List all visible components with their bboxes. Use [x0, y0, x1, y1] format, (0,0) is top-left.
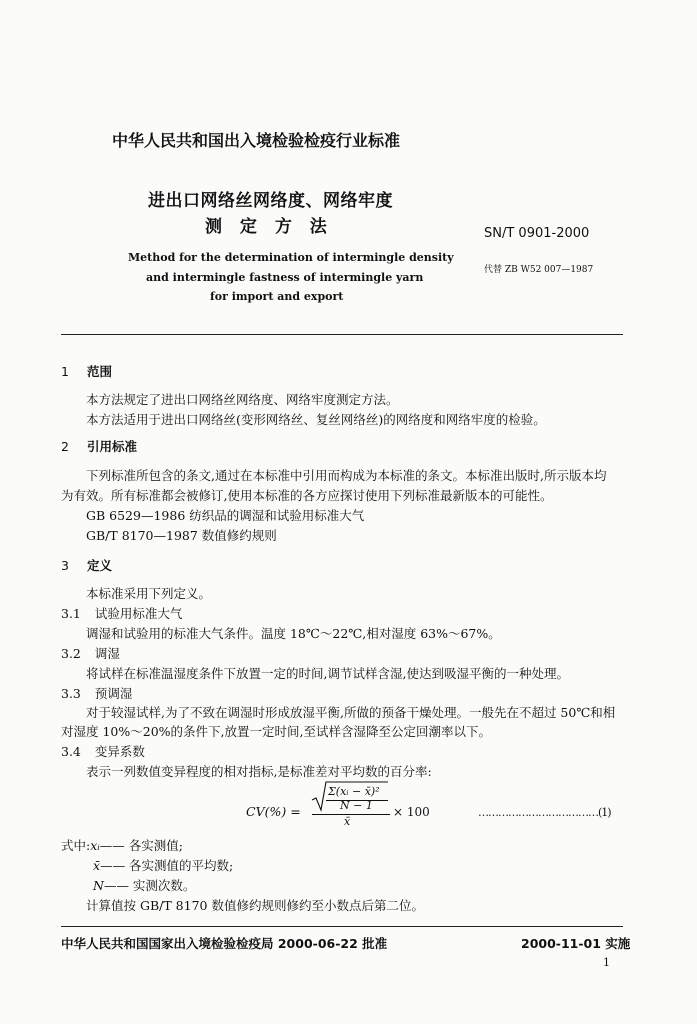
- definition-3-2-heading: [61, 644, 120, 662]
- rounding-note: 计算值按 GB/T 8170 数值修约规则修约至小数点后第二位。: [86, 898, 424, 913]
- english-title-1: Method for the determination of intermingle density: [128, 251, 454, 264]
- section-3-heading: [61, 556, 112, 574]
- title-line-1: 进出口网络丝网络度、网络牢度: [148, 191, 393, 211]
- formula-denominator-inner: N − 1: [340, 799, 373, 812]
- where-var-3: [93, 876, 195, 894]
- english-title-3: for import and export: [210, 290, 344, 303]
- definition-3-3-title: 预调湿: [94, 686, 133, 701]
- var-xi-symbol: xᵢ: [90, 838, 100, 853]
- section-1-number: 1: [61, 364, 69, 379]
- section-2-title: 引用标准: [86, 439, 137, 454]
- section-3-title: 定义: [86, 558, 112, 573]
- section-2-para-line-2: 为有效。所有标准都会被修订,使用本标准的各方应探讨使用下列标准最新版本的可能性。: [61, 488, 553, 503]
- definition-3-1-text: 调湿和试验用的标准大气条件。温度 18℃～22℃,相对湿度 63%～67%。: [86, 626, 501, 641]
- definition-3-3-number: 3.3: [61, 686, 81, 701]
- section-2-heading: [61, 437, 137, 455]
- definition-3-2-title: 调湿: [94, 646, 120, 661]
- where-var-2: [93, 856, 233, 874]
- definition-3-4-title: 变异系数: [94, 744, 145, 759]
- definition-3-2-number: 3.2: [61, 646, 81, 661]
- definition-3-4-number: 3.4: [61, 744, 81, 759]
- reference-1: GB 6529—1986 纺织品的调湿和试验用标准大气: [86, 508, 365, 523]
- section-1-para-1: 本方法规定了进出口网络丝网络度、网络牢度测定方法。: [86, 392, 399, 407]
- page-number: 1: [603, 956, 610, 969]
- title-line-2: 测 定 方 法: [205, 217, 333, 237]
- equation-number: ………………………………(1): [478, 806, 611, 819]
- definition-3-2-text: 将试样在标准温湿度条件下放置一定的时间,调节试样含湿,使达到吸湿平衡的一种处理。: [86, 666, 569, 681]
- issuing-org: 中华人民共和国出入境检验检疫行业标准: [112, 131, 401, 150]
- definition-3-4-text: 表示一列数值变异程度的相对指标,是标准差对平均数的百分率:: [86, 764, 432, 779]
- formula-numerator: Σ(xᵢ − x̄)²: [328, 785, 380, 798]
- definition-3-3-heading: [61, 684, 132, 702]
- definition-3-4-heading: [61, 742, 145, 760]
- formula-lhs: CV(%) =: [246, 804, 301, 819]
- definition-3-1-heading: [61, 604, 182, 622]
- section-1-para-2: 本方法适用于进出口网络丝(变形网络丝、复丝网络丝)的网络度和网络牢度的检验。: [86, 412, 546, 427]
- reference-2: GB/T 8170—1987 数值修约规则: [86, 528, 277, 543]
- standard-number: SN/T 0901-2000: [484, 226, 590, 241]
- approval-line: 中华人民共和国国家出入境检验检疫局 2000-06-22 批准: [61, 936, 388, 951]
- formula-denominator: x̄: [344, 815, 351, 828]
- section-2-para-line-1: 下列标准所包含的条文,通过在本标准中引用而构成为本标准的条文。本标准出版时,所示版本均: [86, 468, 607, 483]
- replaces-note: 代替 ZB W52 007—1987: [484, 265, 594, 275]
- outer-fraction-bar: [312, 814, 390, 815]
- header-divider: [61, 334, 623, 335]
- definition-3-1-title: 试验用标准大气: [94, 606, 183, 621]
- var-xbar-desc: —— 各实测值的平均数;: [100, 858, 234, 873]
- effective-date: 2000-11-01 实施: [521, 936, 631, 951]
- section-2-number: 2: [61, 439, 69, 454]
- section-1-title: 范围: [86, 364, 112, 379]
- var-n-desc: —— 实测次数。: [103, 878, 196, 893]
- var-xbar-symbol: x̄: [93, 858, 101, 873]
- footer-divider: [61, 926, 623, 927]
- where-label: 式中:: [61, 838, 91, 853]
- section-1-heading: [61, 362, 112, 380]
- definition-3-1-number: 3.1: [61, 606, 81, 621]
- english-title-2: and intermingle fastness of intermingle yarn: [146, 271, 424, 284]
- section-3-number: 3: [61, 558, 69, 573]
- definition-3-3-text-line-2: 对湿度 10%～20%的条件下,放置一定时间,至试样含湿降至公定回潮率以下。: [61, 724, 491, 739]
- var-xi-desc: —— 各实测值;: [99, 838, 183, 853]
- definition-3-3-text-line-1: 对于较湿试样,为了不致在调湿时形成放湿平衡,所做的预备干燥处理。一般先在不超过 50℃和相: [86, 705, 616, 720]
- formula-multiplier: × 100: [393, 805, 430, 819]
- section-3-intro: 本标准采用下列定义。: [86, 586, 212, 601]
- where-intro: [61, 836, 183, 854]
- var-n-symbol: N: [93, 878, 104, 893]
